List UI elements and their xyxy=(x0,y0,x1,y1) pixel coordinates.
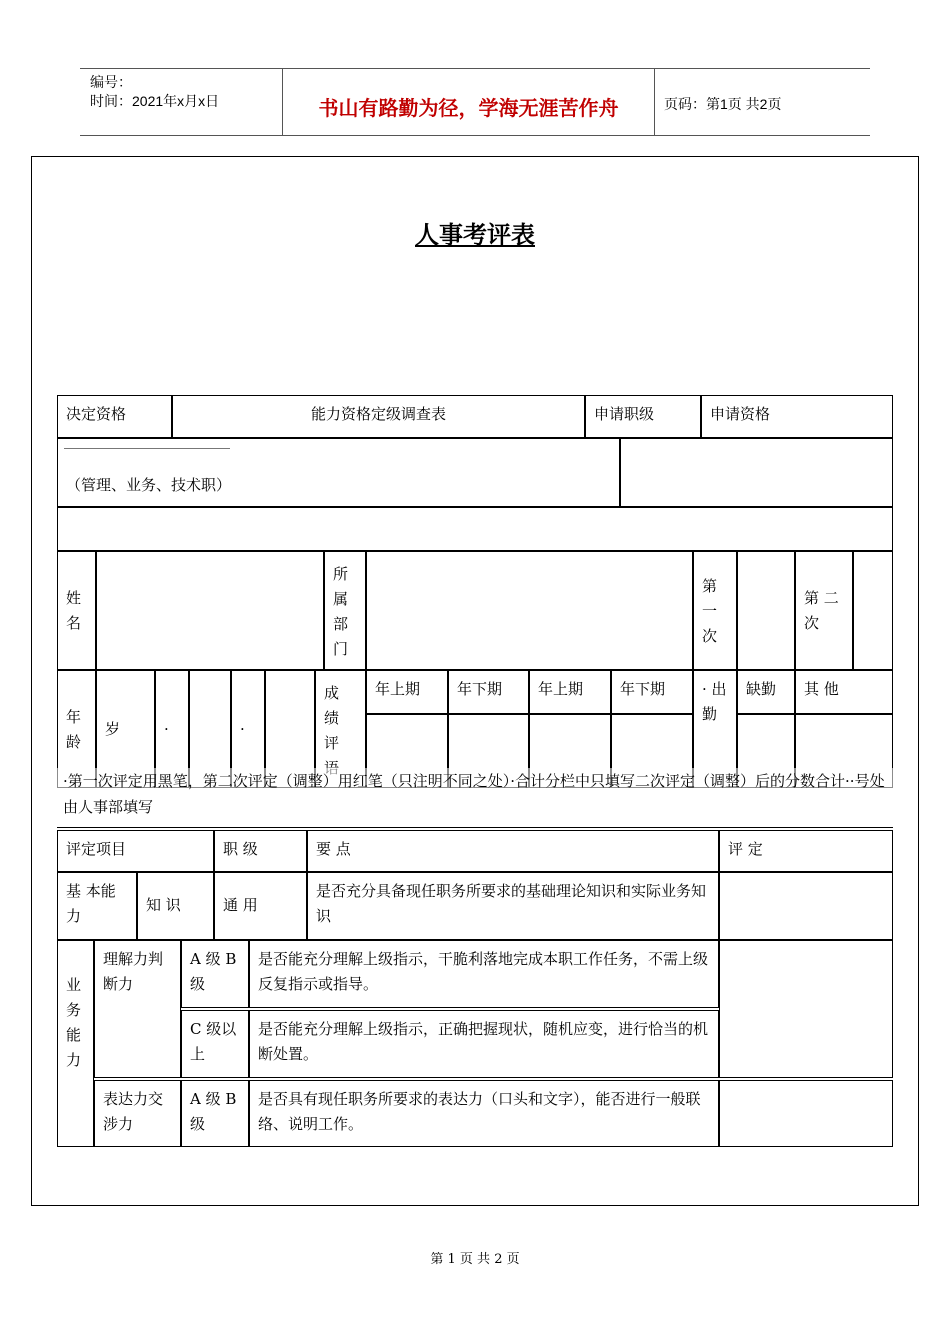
eval-rank-header: 职 级 xyxy=(214,830,307,872)
eval-points-header: 要 点 xyxy=(307,830,719,872)
basic-description: 是否充分具备现任职务所要求的基础理论知识和实际业务知识 xyxy=(307,872,719,940)
first-eval-value[interactable] xyxy=(737,551,795,670)
expression-score[interactable] xyxy=(719,1080,893,1147)
comprehension-desc-ab: 是否能充分理解上级指示，干脆利落地完成本职工作任务，不需上级反复指示或指导。 xyxy=(249,940,719,1008)
second-eval-value[interactable] xyxy=(853,551,893,670)
score-header-2: 年下期 xyxy=(448,670,529,714)
code-label: 编号： xyxy=(90,74,132,90)
department-value[interactable] xyxy=(366,551,693,670)
basic-score[interactable] xyxy=(719,872,893,940)
instruction-note: ·第一次评定用黑笔，第二次评定（调整）用红笔（只注明不同之处）·合计分栏中只填写二次评定（调整）后的分数合计··号处由人事部填写 xyxy=(57,768,893,820)
eval-score-header: 评 定 xyxy=(719,830,893,872)
category-underline xyxy=(64,448,230,449)
header-motto: 书山有路勤为径，学海无涯苦作舟 xyxy=(318,98,619,120)
blank-row xyxy=(57,507,893,551)
comprehension-rank-c: C 级以 上 xyxy=(181,1010,249,1078)
absence-label: 缺勤 xyxy=(737,670,795,714)
age-dot-2: · xyxy=(231,670,265,788)
apply-qualification-label: 申请资格 xyxy=(701,395,893,438)
expression-label: 表达力交涉力 xyxy=(94,1080,181,1147)
category-text: （管理、业务、技术职） xyxy=(66,476,232,494)
page-indicator: 页码：第1页 共2页 xyxy=(664,96,782,112)
first-eval-label: 第 一 次 xyxy=(693,551,737,670)
second-eval-label: 第 二 次 xyxy=(795,551,853,670)
decide-qualification-label: 决定资格 xyxy=(57,395,172,438)
attendance-label: · 出 勤 xyxy=(693,670,737,788)
name-label: 姓 名 xyxy=(57,551,96,670)
page-footer: 第 1 页 共 2 页 xyxy=(430,1252,520,1267)
header-divider-right xyxy=(654,68,655,136)
category-value-cell[interactable] xyxy=(620,438,893,507)
department-label: 所 属 部 门 xyxy=(324,551,366,670)
survey-title: 能力资格定级调查表 xyxy=(172,395,585,438)
score-header-4: 年下期 xyxy=(611,670,693,714)
comment-label: 成 绩 评 xyxy=(315,670,366,788)
comprehension-rank-ab: A 级 B 级 xyxy=(181,940,249,1008)
basic-ability-label: 基 本能 力 xyxy=(57,872,137,940)
basic-rank: 通 用 xyxy=(214,872,307,940)
expression-description: 是否具有现任职务所要求的表达力（口头和文字），能否进行一般联络、说明工作。 xyxy=(249,1080,719,1147)
score-header-1: 年上期 xyxy=(366,670,448,714)
page-title: 人事考评表 xyxy=(415,222,535,249)
score-header-3: 年上期 xyxy=(529,670,611,714)
other-label: 其 他 xyxy=(795,670,893,714)
age-label: 年 龄 xyxy=(57,670,96,788)
age-unit: 岁 xyxy=(96,670,155,788)
expression-rank: A 级 B 级 xyxy=(181,1080,249,1147)
eval-item-header: 评定项目 xyxy=(57,830,214,872)
comprehension-label: 理解力判断力 xyxy=(94,940,181,1078)
business-ability-label: 业 务 能 力 xyxy=(57,940,94,1147)
note-bottom-rule xyxy=(57,827,893,828)
apply-rank-label: 申请职级 xyxy=(585,395,701,438)
basic-knowledge-label: 知 识 xyxy=(137,872,214,940)
age-dot-1: · xyxy=(155,670,189,788)
comprehension-score[interactable] xyxy=(719,940,893,1078)
name-value[interactable] xyxy=(96,551,324,670)
time-label: 时间：2021年x月x日 xyxy=(90,93,220,109)
comprehension-desc-c: 是否能充分理解上级指示，正确把握现状，随机应变，进行恰当的机断处置。 xyxy=(249,1010,719,1078)
